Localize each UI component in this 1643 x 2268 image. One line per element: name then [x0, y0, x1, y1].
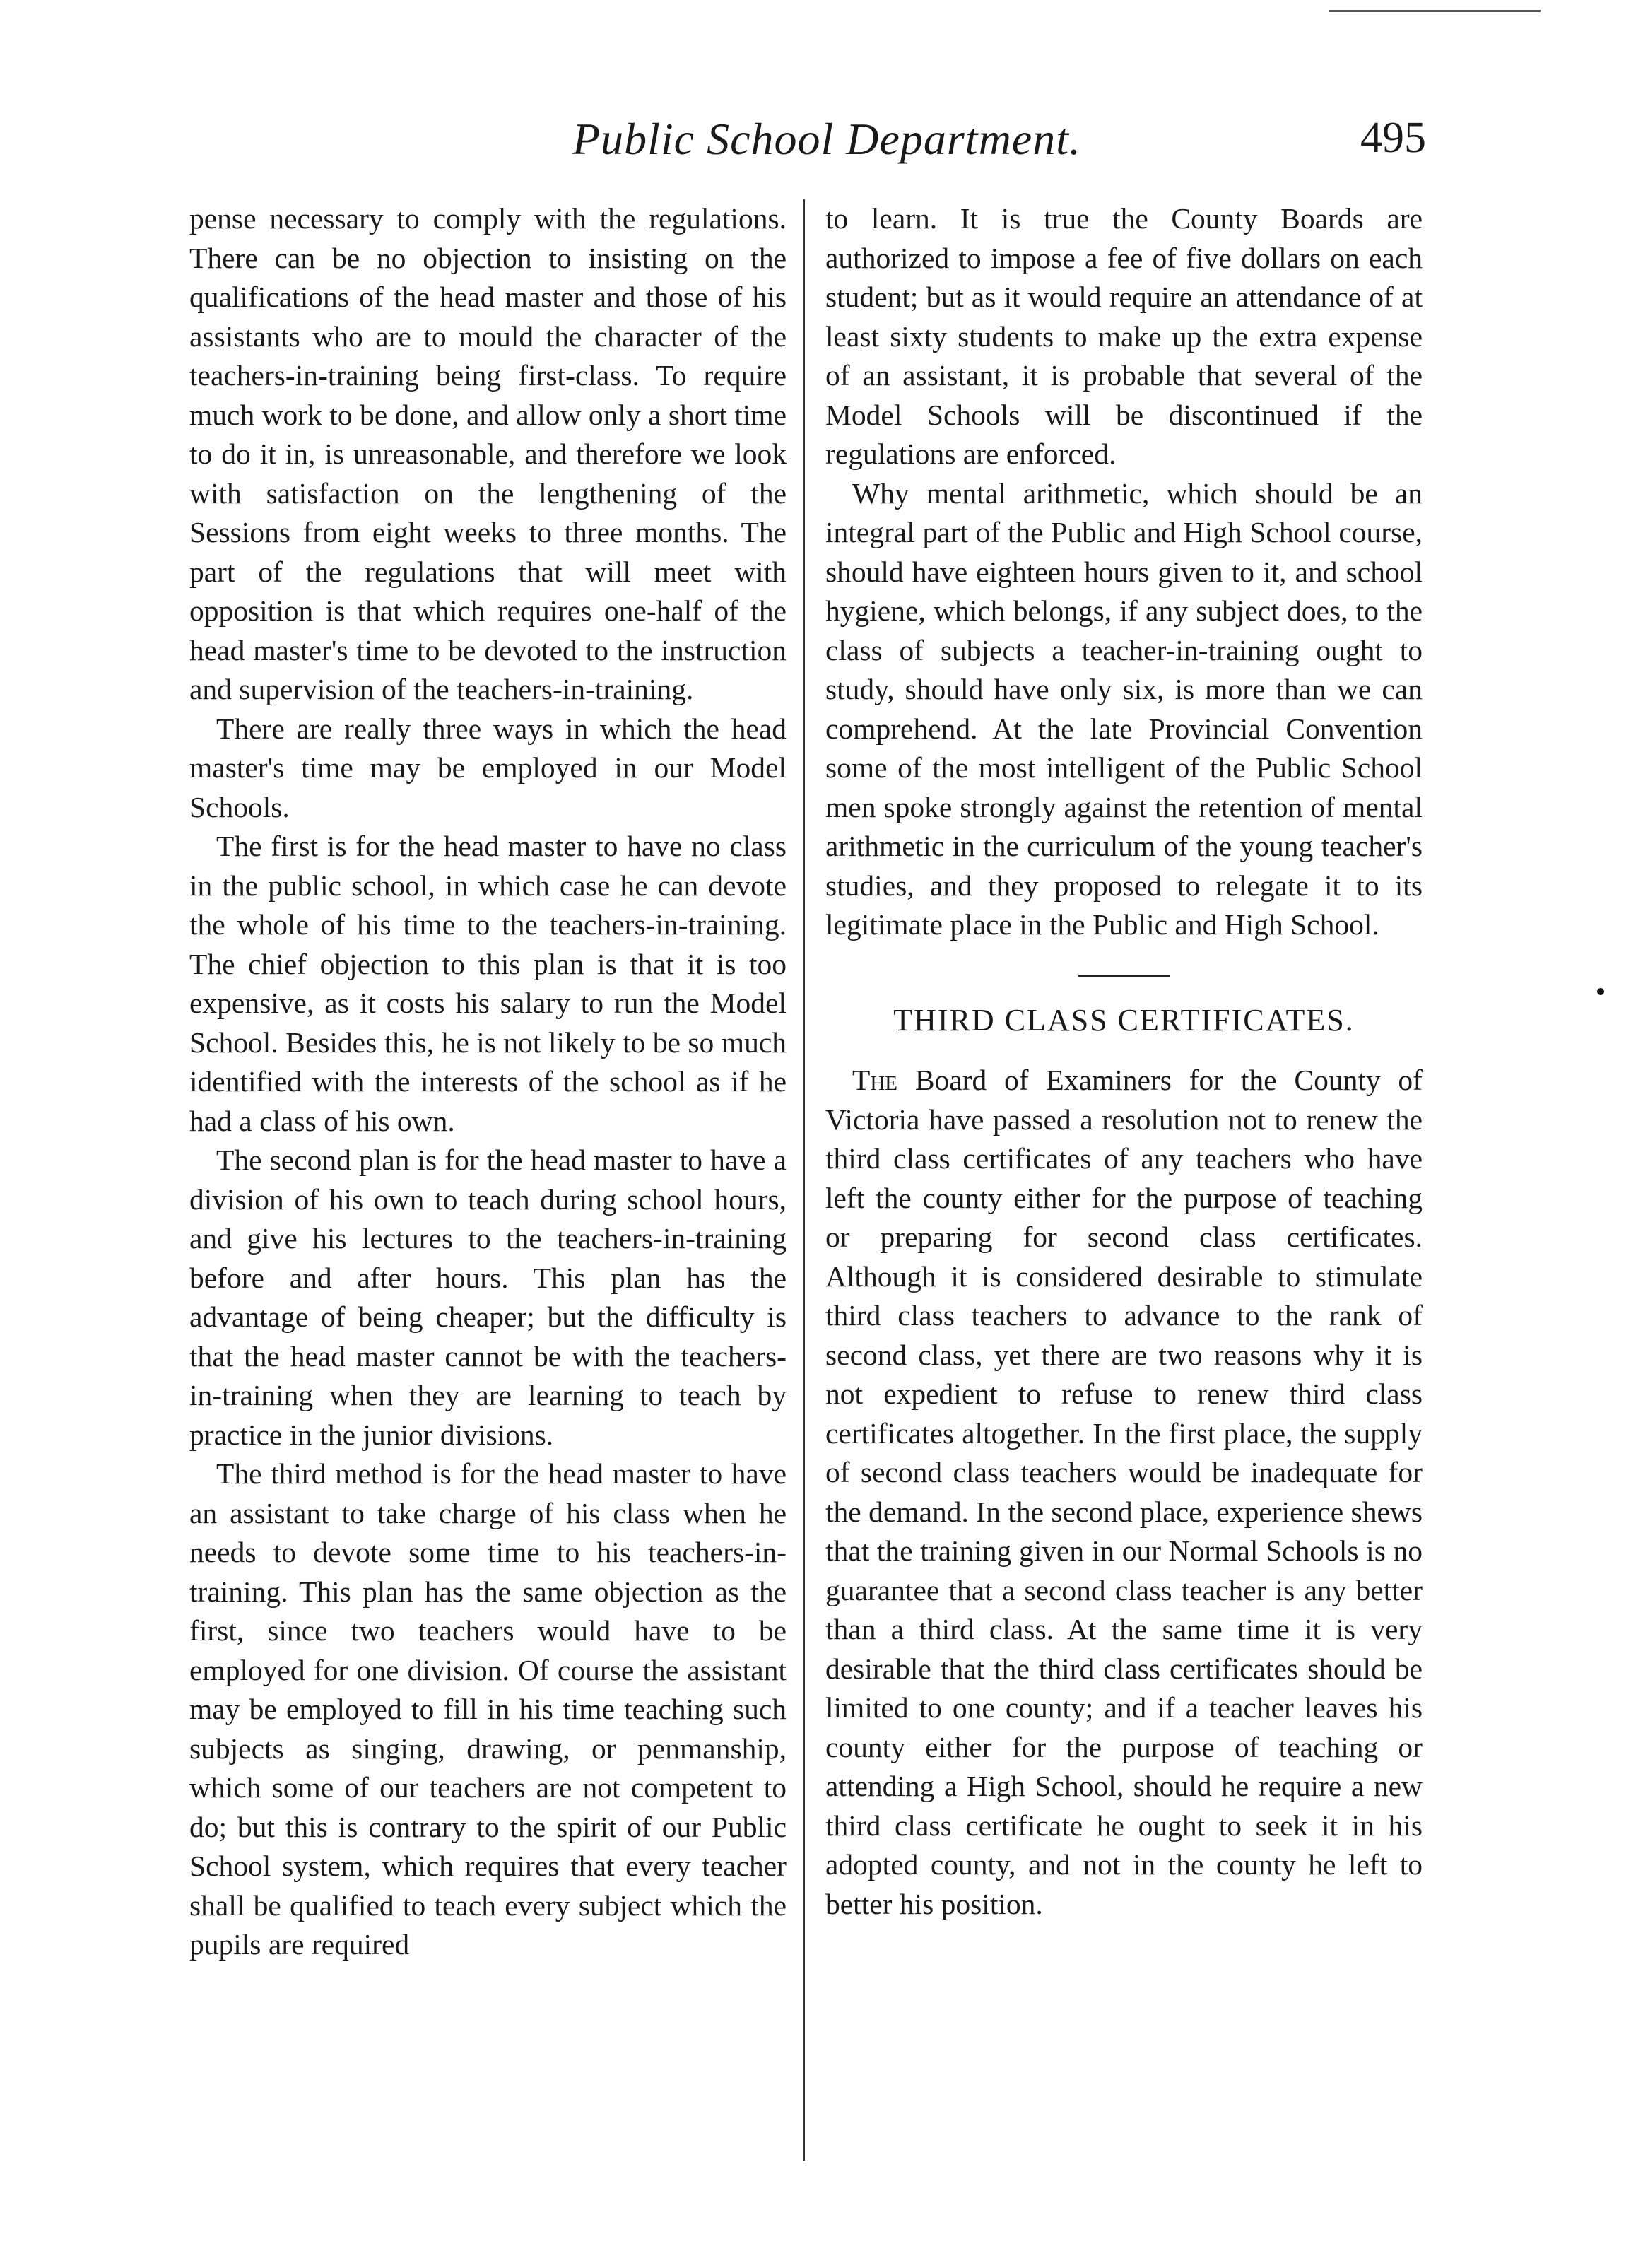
running-header-title: Public School Department.	[572, 114, 1081, 164]
section-paragraph	[825, 1061, 1423, 1924]
page-number: 495	[1360, 114, 1426, 162]
column-divider	[803, 199, 805, 2161]
left-column	[189, 199, 787, 1965]
section-heading: THIRD CLASS CERTIFICATES.	[893, 1002, 1355, 1038]
paragraph: There are really three ways in which the head master's time may be employed in our Model Schools.	[189, 712, 787, 823]
paragraph: The first is for the head master to have no class in the public school, in which case he can devote the whole of his time to the teachers-in-training. The chief objection to this plan is that it is too expensive, as it costs his salary to run the Model School. Besides this, he is not likely to be so much identified with the interests of the school as if he had a class of his own.	[189, 830, 787, 1137]
paragraph: The third method is for the head master to have an assistant to take charge of his class when he needs to devote some time to his teachers-in-training. This plan has the same objection as the first, since two teachers would have to be employed for one division. Of course the assistant may be employed to fill in his time teaching such subjects as singing, drawing, or penmanship, which some of our teachers are not competent to do; but this is contrary to the spirit of our Public School system, which requires that every teacher shall be qualified to teach every subject which the pupils are required	[189, 1457, 787, 1961]
lead-word: The	[852, 1064, 898, 1096]
paragraph-text: Board of Examiners for the County of Victoria have passed a resolution not to renew the third class certificates of any teachers who have left the county either for the purpose of teaching or preparing for second class certificates. Although it is considered desirable to stimulate third class teachers to advance to the rank of second class, yet there are two reasons why it is not expedient to refuse to renew third class certificates altogether. In the first place, the supply of second class teachers would be inadequate for the demand. In the second place, experience shews that the training given in our Normal Schools is no guarantee that a second class teacher is any better than a third class. At the same time it is very desirable that the third class certificates should be limited to one county; and if a teacher leaves his county either for the purpose of teaching or attending a High School, should he require a new third class certificate he ought to seek it in his adopted county, and not in the county he left to better his position.	[825, 1064, 1423, 1920]
paragraph: to learn. It is true the County Boards are authorized to impose a fee of five dollars on each student; but as it would require an attendance of at least sixty students to make up the extra expense of an assistant, it is probable that several of the Model Schools will be discontinued if the regulations are enforced.	[825, 202, 1423, 470]
section-separator-rule	[1078, 975, 1170, 977]
paragraph: The second plan is for the head master to have a division of his own to teach during school hours, and give his lectures to the teachers-in-training before and after hours. This plan has the advantage of being cheaper; but the difficulty is that the head master cannot be with the teachers-in-training when they are learning to teach by practice in the junior divisions.	[189, 1144, 787, 1451]
right-column	[825, 199, 1423, 1924]
paragraph: Why mental arithmetic, which should be an integral part of the Public and High School course, should have eighteen hours given to it, and school hygiene, which belongs, if any subject does, to the class of subjects a teacher-in-training ought to study, should have only six, is more than we can comprehend. At the late Provincial Convention some of the most intelligent of the Public School men spoke strongly against the retention of mental arithmetic in the curriculum of the young teacher's studies, and they proposed to relegate it to its legitimate place in the Public and High School.	[825, 476, 1423, 941]
margin-dot-mark	[1597, 988, 1604, 995]
paragraph: pense necessary to comply with the regulations. There can be no objection to insisting on the qualifications of the head master and those of his assistants who are to mould the character of the teachers-in-training being first-class. To require much work to be done, and allow only a short time to do it in, is unreasonable, and therefore we look with satisfaction on the lengthening of the Sessions from eight weeks to three months. The part of the regulations that will meet with opposition is that which requires one-half of the head master's time to be devoted to the instruction and supervision of the teachers-in-training.	[189, 202, 787, 705]
top-edge-rule	[1329, 10, 1541, 12]
